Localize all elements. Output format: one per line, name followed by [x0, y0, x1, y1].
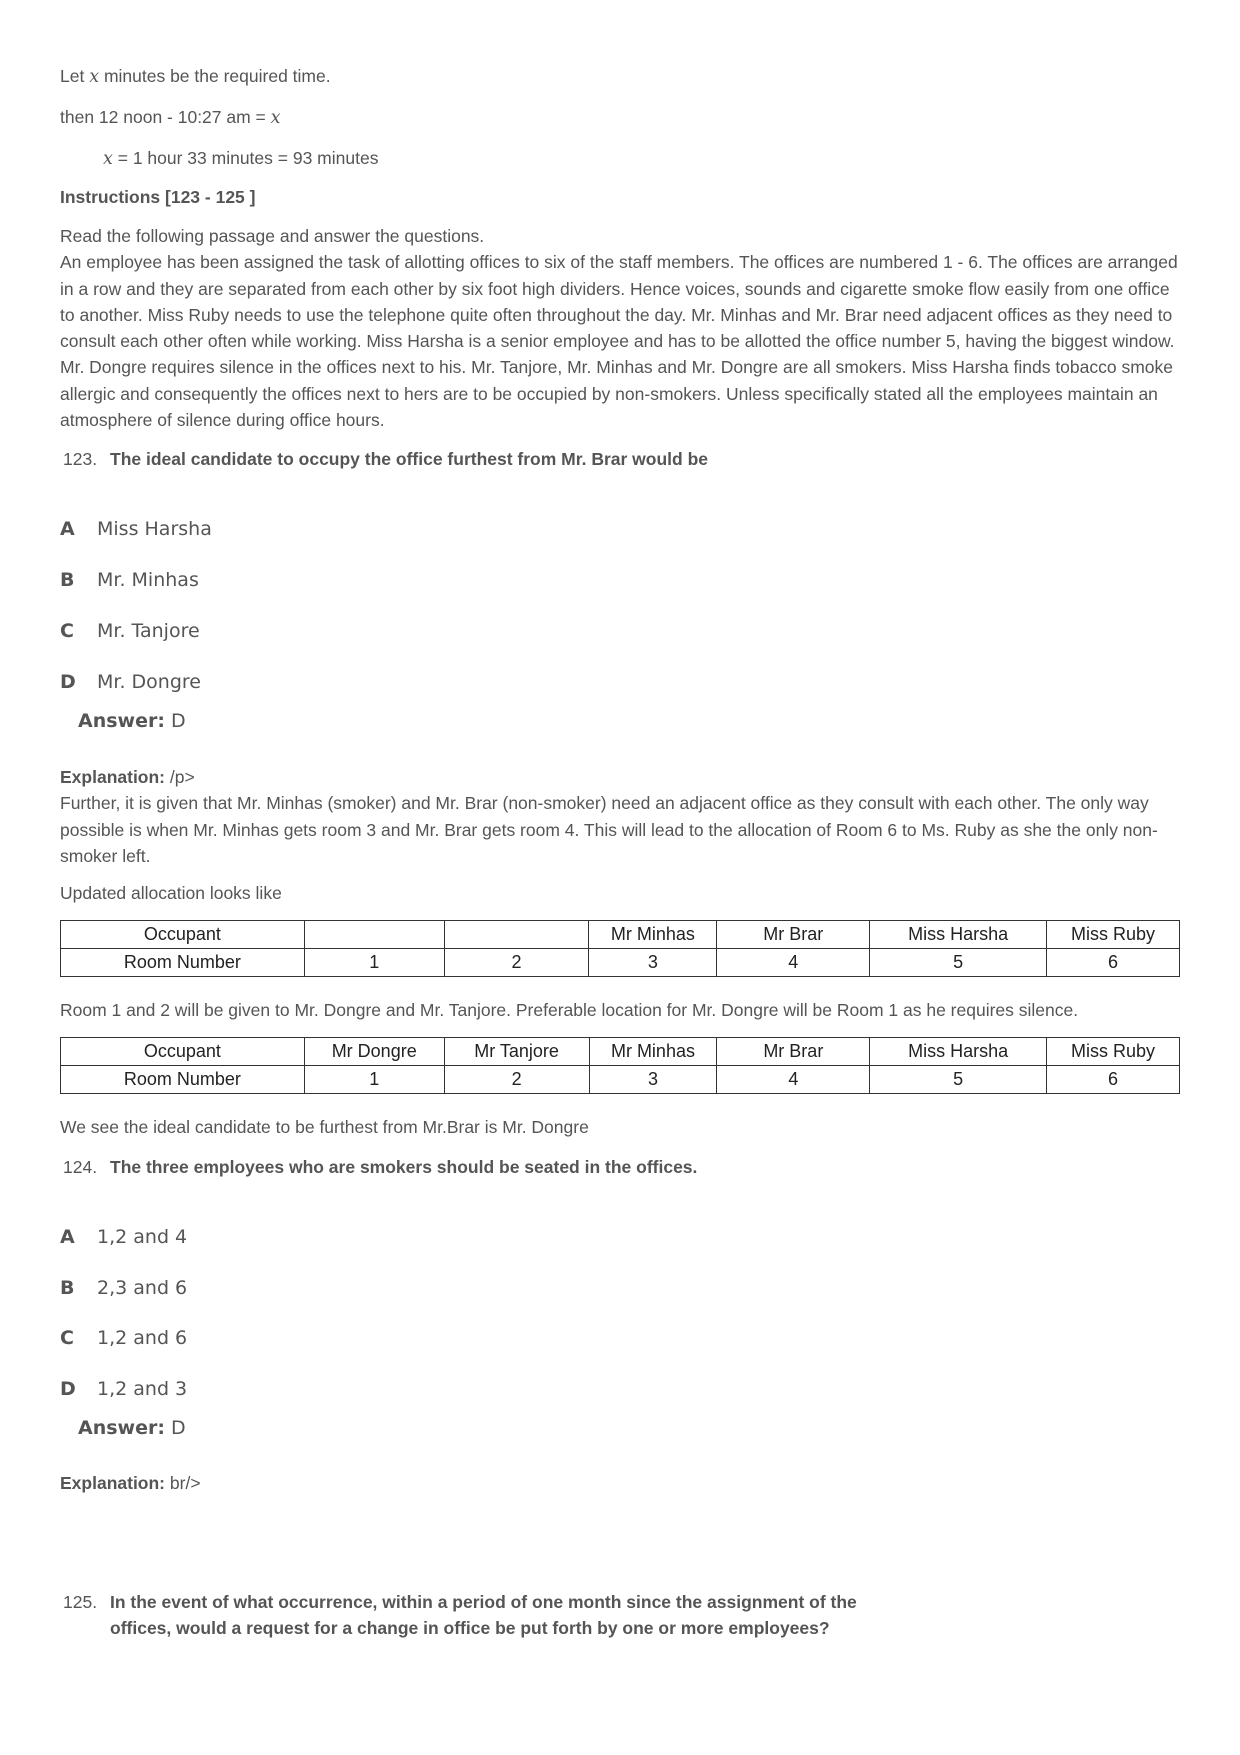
table-row: [61, 921, 1180, 949]
option-c[interactable]: [60, 1326, 187, 1350]
answer-value: D: [171, 1417, 186, 1439]
answer-124: [78, 1416, 186, 1440]
option-text: Miss Harsha: [97, 518, 212, 540]
question-text-continued: offices, would a request for a change in office be put forth by one or more employees?: [110, 1618, 830, 1638]
table-cell: Mr Dongre: [304, 1038, 444, 1066]
option-d[interactable]: [60, 670, 201, 694]
math-variable: x: [103, 149, 113, 169]
option-letter: D: [60, 671, 76, 693]
explanation-label: Explanation:: [60, 1473, 166, 1493]
table-cell: 4: [717, 1066, 870, 1094]
conclusion-text: We see the ideal candidate to be furthest from Mr.Brar is Mr. Dongre: [60, 1117, 589, 1137]
text-fragment: = 1 hour 33 minutes = 93 minutes: [112, 148, 379, 168]
instructions-passage: [60, 223, 1185, 433]
question-text: The ideal candidate to occupy the office furthest from Mr. Brar would be: [110, 449, 708, 469]
option-b[interactable]: [60, 568, 199, 592]
table-cell: Miss Harsha: [870, 1038, 1047, 1066]
option-letter: A: [60, 518, 75, 540]
table-cell: Room Number: [61, 949, 305, 977]
option-text: Mr. Dongre: [97, 671, 201, 693]
explanation-124: [60, 1472, 201, 1494]
option-a[interactable]: [60, 1225, 187, 1249]
option-text: 1,2 and 4: [97, 1226, 188, 1248]
table-cell: Occupant: [61, 1038, 305, 1066]
question-number: 125.: [63, 1592, 98, 1612]
explanation-tail: br/>: [169, 1473, 201, 1493]
table-row: [61, 949, 1180, 977]
explanation-label: Explanation:: [60, 767, 166, 787]
question-125: [63, 1589, 857, 1641]
allocation-table-2: [60, 1037, 1180, 1094]
text-fragment: Let: [60, 66, 90, 86]
table-cell: [304, 921, 444, 949]
question-number: 124.: [63, 1157, 98, 1177]
option-text: 1,2 and 3: [97, 1378, 188, 1400]
allocation-table-1: [60, 920, 1180, 977]
option-letter: D: [60, 1378, 76, 1400]
table-cell: 6: [1047, 1066, 1180, 1094]
passage-text: An employee has been assigned the task of allotting offices to six of the staff members. The offices are numbered 1 - 6. The offices are arranged in a row and they are separated from each other by six foot high dividers. Hence voices, sounds and cigarette smoke flow easily from one office to another. Miss Ruby needs to use the telephone quite often throughout the day. Mr. Minhas and Mr. Brar need adjacent offices as they need to consult each other often while working. Miss Harsha is a senior employee and has to be allotted the office number 5, having the biggest window. Mr. Dongre requires silence in the offices next to his. Mr. Tanjore, Mr. Minhas and Mr. Dongre are all smokers. Miss Harsha finds tobacco smoke allergic and consequently the offices next to hers are to be occupied by non-smokers. Unless specifically stated all the employees maintain an atmosphere of silence during office hours.: [60, 252, 1178, 431]
option-letter: C: [60, 620, 74, 642]
question-number: 123.: [63, 449, 98, 469]
table-cell: Mr Minhas: [589, 921, 717, 949]
instructions-heading: Instructions [123 - 125 ]: [60, 187, 256, 207]
option-letter: B: [60, 1277, 75, 1299]
math-variable: x: [89, 67, 100, 87]
table-cell: 2: [444, 949, 589, 977]
table-cell: 6: [1047, 949, 1180, 977]
table-cell: Room Number: [61, 1066, 305, 1094]
table-cell: 1: [304, 1066, 444, 1094]
table-row: [61, 1066, 1180, 1094]
question-text: In the event of what occurrence, within a period of one month since the assignment of the: [110, 1592, 857, 1612]
intro-line-1: [60, 65, 331, 88]
intro-line-2: [60, 106, 281, 129]
explanation-text: Further, it is given that Mr. Minhas (smoker) and Mr. Brar (non-smoker) need an adjacent office as they consult with each other. The only way possible is when Mr. Minhas gets room 3 and Mr. Brar gets room 4. This will lead to the allocation of Room 6 to Ms. Ruby as she the only non-smoker left.: [60, 793, 1158, 866]
table-cell: 3: [589, 1066, 717, 1094]
table-cell: Mr Brar: [717, 921, 870, 949]
instructions-lead: Read the following passage and answer the questions.: [60, 226, 485, 246]
option-b[interactable]: [60, 1276, 187, 1300]
option-c[interactable]: [60, 619, 200, 643]
table-cell: [444, 921, 589, 949]
option-letter: C: [60, 1327, 74, 1349]
explanation-tail: /p>: [169, 767, 195, 787]
table-cell: 4: [717, 949, 870, 977]
table-cell: Miss Ruby: [1047, 1038, 1180, 1066]
table-cell: Mr Minhas: [589, 1038, 717, 1066]
table-cell: 2: [444, 1066, 589, 1094]
question-text: The three employees who are smokers should be seated in the offices.: [110, 1157, 698, 1177]
table-cell: Mr Brar: [717, 1038, 870, 1066]
table-cell: 5: [870, 1066, 1047, 1094]
math-variable: x: [270, 108, 281, 128]
option-d[interactable]: [60, 1377, 187, 1401]
answer-label: Answer:: [78, 1417, 165, 1439]
table-cell: 5: [870, 949, 1047, 977]
room-assignment-text: Room 1 and 2 will be given to Mr. Dongre and Mr. Tanjore. Preferable location for Mr. Dongre will be Room 1 as he requires silence.: [60, 1000, 1079, 1020]
question-123: [63, 446, 708, 472]
option-text: Mr. Minhas: [97, 569, 199, 591]
table-cell: 3: [589, 949, 717, 977]
table-cell: Miss Ruby: [1047, 921, 1180, 949]
option-text: 1,2 and 6: [97, 1327, 188, 1349]
intro-line-3: [103, 147, 378, 170]
text-fragment: then 12 noon - 10:27 am =: [60, 107, 271, 127]
option-letter: A: [60, 1226, 75, 1248]
table-cell: 1: [304, 949, 444, 977]
table-row: [61, 1038, 1180, 1066]
option-a[interactable]: [60, 517, 212, 541]
table-cell: Mr Tanjore: [444, 1038, 589, 1066]
question-124: [63, 1154, 697, 1180]
table-cell: Occupant: [61, 921, 305, 949]
explanation-123: [60, 764, 1185, 869]
answer-123: [78, 709, 186, 733]
answer-label: Answer:: [78, 710, 165, 732]
text-fragment: minutes be the required time.: [99, 66, 331, 86]
option-text: Mr. Tanjore: [97, 620, 200, 642]
option-letter: B: [60, 569, 75, 591]
option-text: 2,3 and 6: [97, 1277, 188, 1299]
table-cell: Miss Harsha: [870, 921, 1047, 949]
updated-allocation-text: Updated allocation looks like: [60, 883, 282, 903]
answer-value: D: [171, 710, 186, 732]
